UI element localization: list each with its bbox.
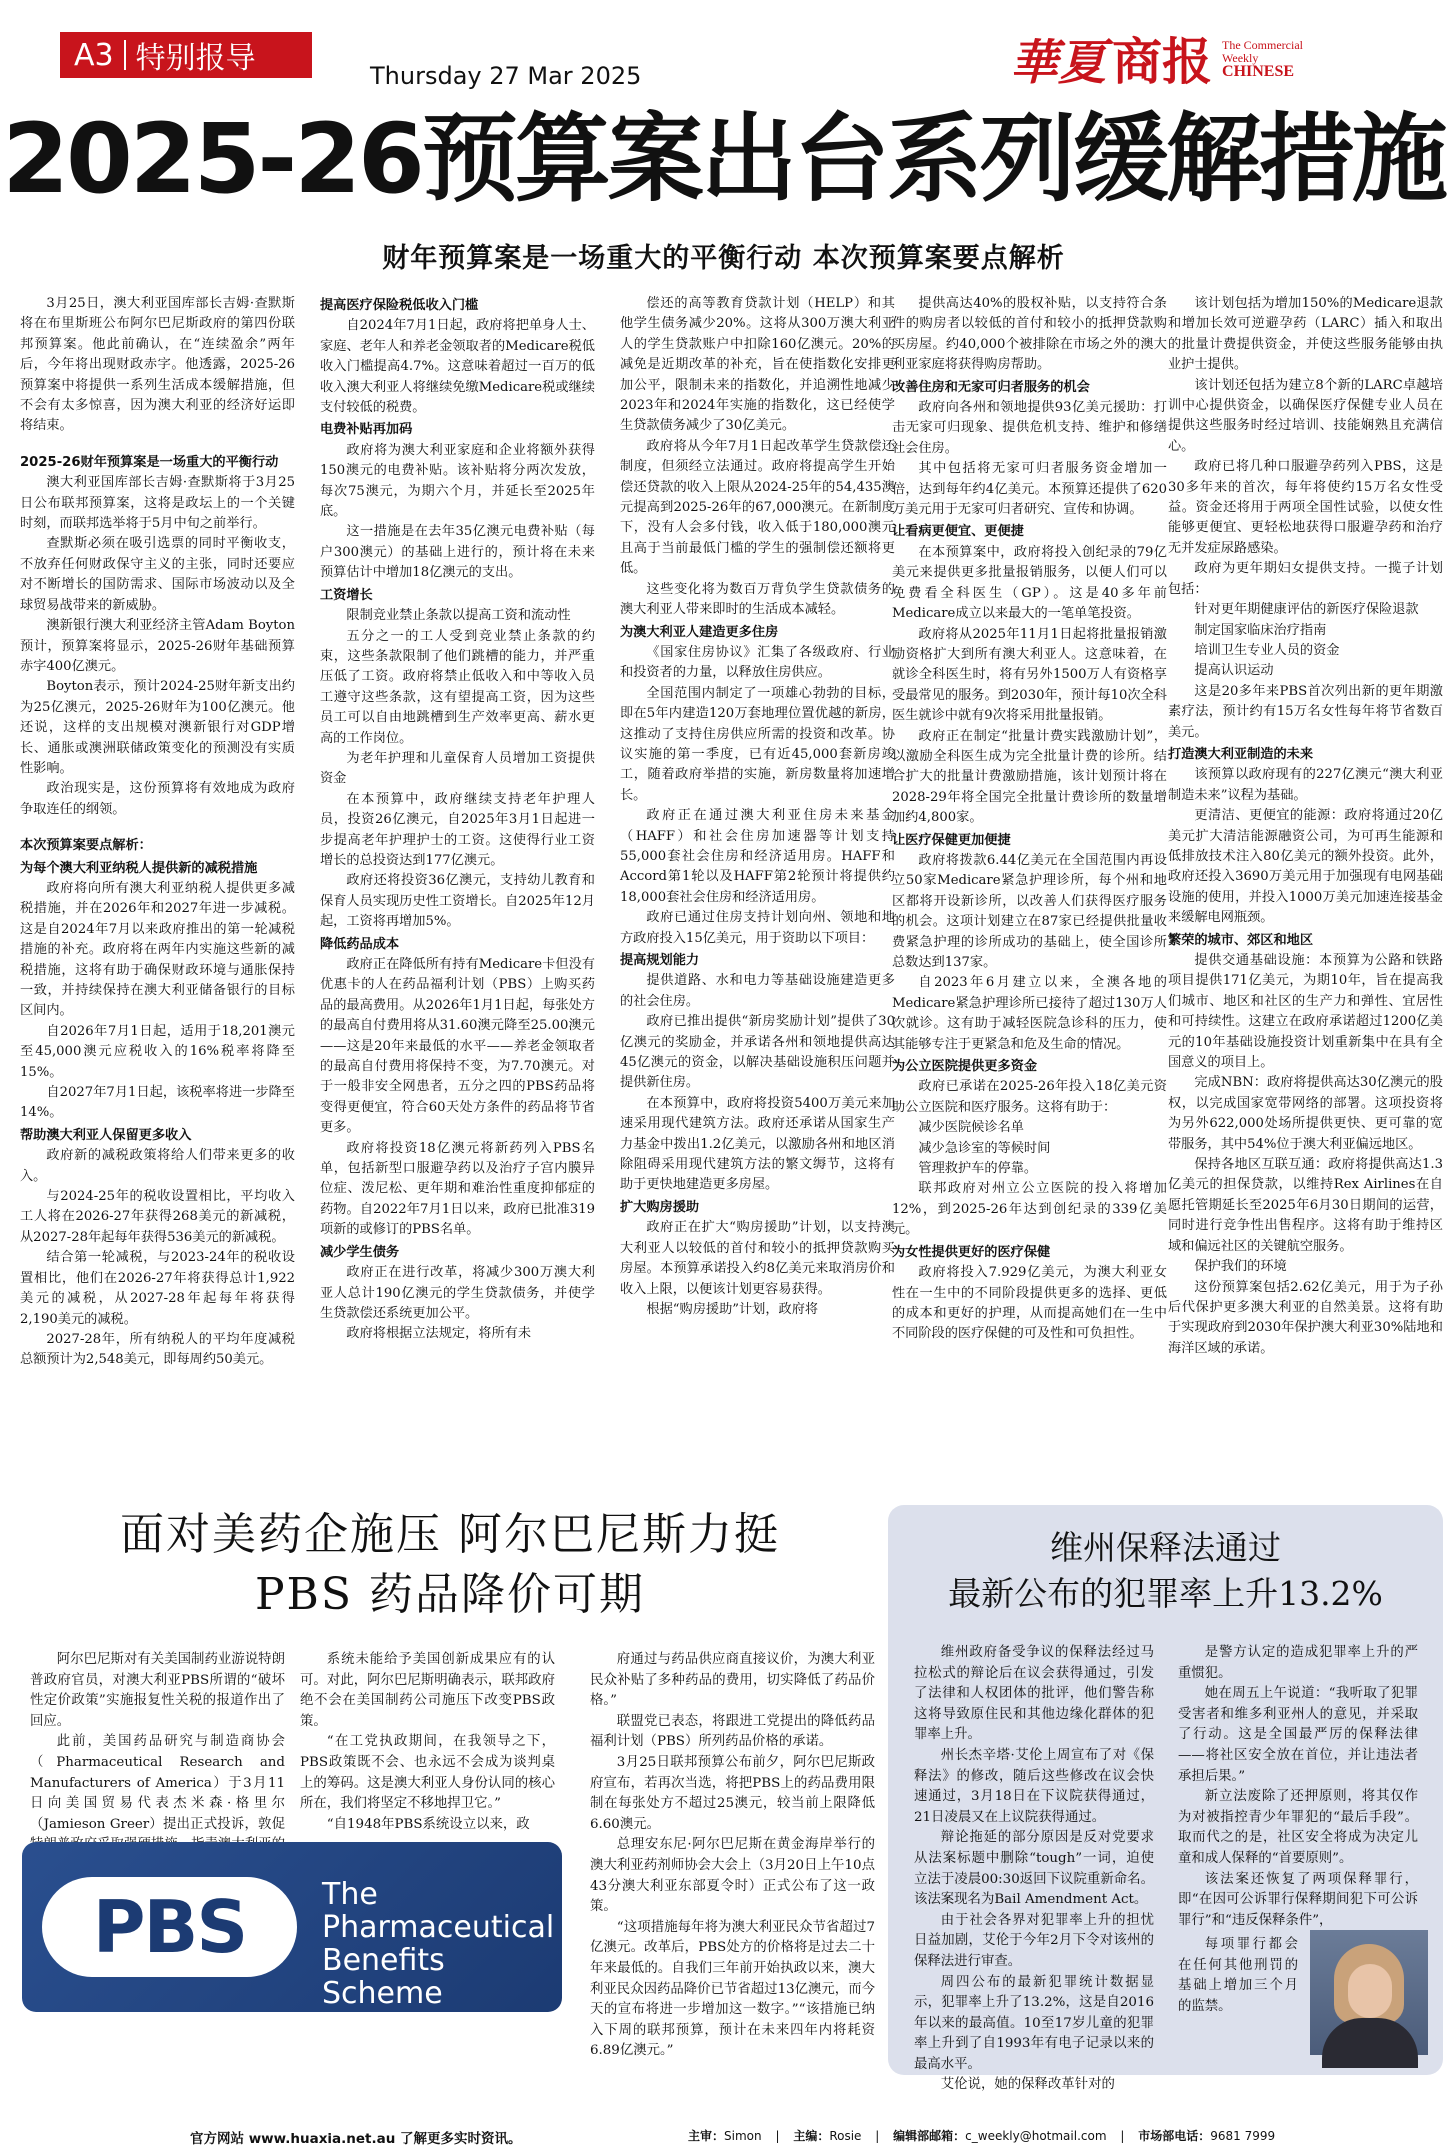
paragraph: 艾伦说，她的保释改革针对的 <box>940 2077 1115 2093</box>
section-page-number: A3 <box>74 37 114 73</box>
paragraph: Boyton表示，预计2024-25财年新支出约为25亿澳元，2025-26财年为100亿澳元。他还说，这样的支出规模对澳新银行对GDP增长、通胀或澳洲联储政策变化的预测没有实质性影响。 <box>20 679 295 776</box>
paragraph: 偿还的高等教育贷款计划（HELP）和其他学生债务减少20%。这将从300万澳大利亚人的学生贷款账户中扣除160亿澳元。20%的减免是近期改革的补充，旨在使指数化安排更加公平，限制未来的指数化，并追溯性地减少2023年和2024年实施的指数化，这已经使学生贷款债务减少了30亿美元。 <box>620 296 895 434</box>
paragraph: 政府正在制定“批量计费实践激励计划”，以激励全科医生成为完全批量计费的诊所。结合扩大的批量计费激励措施，该计划预计将在2028-29年将全国完全批量计费诊所的数量增加约4,800家。 <box>892 728 1167 826</box>
article-column-5 <box>1168 294 1443 1462</box>
section-divider <box>124 40 126 70</box>
paragraph: 该预算以政府现有的227亿澳元“澳大利亚制造未来”议程为基础。 <box>1168 767 1443 803</box>
paragraph: 保护我们的环境 <box>1194 1259 1287 1275</box>
paragraph: 联邦政府对州立公立医院的投入将增加12%，到2025-26年达到创纪录的339亿美元。 <box>892 1181 1167 1238</box>
paragraph: “自1948年PBS系统设立以来，政 <box>326 1816 530 1832</box>
paragraph: 政府将从2025年11月1日起将批量报销激励资格扩大到所有澳大利亚人。这意味着，在就诊全科医生时，将有另外1500万人有资格享受最常见的服务。到2030年，预计每10次全科医生就诊中就有9次将采用批量报销。 <box>892 626 1167 724</box>
paragraph: 在本预算中，政府将投资5400万美元来加速采用现代建筑方法。政府还承诺从国家生产力基金中拨出1.2亿美元，以激励各州和地区消除阻碍采用现代建筑方法的繁文缛节，这将有助于更快地建造更多房屋。 <box>620 1095 895 1193</box>
paragraph: 澳新银行澳大利亚经济主管Adam Boyton预计，预算案将显示，2025-26财年基础预算赤字400亿澳元。 <box>20 618 295 674</box>
paragraph: 该计划包括为增加150%的Medicare退款和增加长效可逆避孕药（LARC）插入和取出的批量计费提供资金，并使这些服务能够由执业护士提供。 <box>1168 296 1443 373</box>
pbs-logo-text: PBS <box>92 1885 247 1969</box>
paragraph: 3月25日，澳大利亚国库部长吉姆·查默斯将在布里斯班公布阿尔巴尼斯政府的第四份联邦预算案。他此前确认，在“连续盈余”两年后，今年将出现财政赤字。他透露，2025-26预算案中将提供一系列生活成本缓解措施，但不会有太多惊喜，因为澳大利亚的经济好运即将结束。 <box>20 296 295 434</box>
story3-headline-line2: 最新公布的犯罪率上升13.2% <box>948 1574 1383 1613</box>
story3-headline-line1: 维州保释法通过 <box>1050 1528 1281 1567</box>
paragraph: 政府将拨款6.44亿美元在全国范围内再设立50家Medicare紧急护理诊所，每个州和地区都将开设新诊所，以改善人们获得医疗服务的机会。这项计划建立在87家已经提供批量收费紧急护理的诊所成功的基础上，使全国诊所总数达到137家。 <box>892 852 1167 970</box>
paragraph: 政府将根据立法规定，将所有未 <box>346 1326 532 1342</box>
paragraph: 政治现实是，这份预算将有效地成为政府争取连任的纲领。 <box>20 781 295 817</box>
paragraph: 该计划还包括为建立8个新的LARC卓越培训中心提供资金，以确保医疗保健专业人员在提供这些服务时经过培训、技能娴熟且充满信心。 <box>1168 377 1443 454</box>
pbs-logo-image <box>22 1842 562 2012</box>
paragraph: 培训卫生专业人员的资金 <box>1194 642 1340 658</box>
paragraph: 总理安东尼·阿尔巴尼斯在黄金海岸举行的澳大利亚药剂师协会大会上（3月20日上午10点43分澳大利亚东部夏令时）正式公布了这一政策。 <box>590 1837 875 1915</box>
paragraph: 减少医院候诊名单 <box>918 1120 1024 1136</box>
paragraph: 政府正在降低所有持有Medicare卡但没有优惠卡的人在药品福利计划（PBS）上购买药品的最高费用。从2026年1月1日起，每张处方的最高自付费用将从31.60澳元降至25.00澳元——这是20年来最低的水平——养老金领取者的最高自付费用将保持不变，为7.70澳元。对于一般非安全网患者，五分之四的PBS药品将变得更便宜，符合60天处方条件的药品将节省更多。 <box>320 957 595 1136</box>
article-column-1 <box>20 294 295 1462</box>
paragraph: 五分之一的工人受到竞业禁止条款的约束，这些条款限制了他们跳槽的能力，并严重压低了工资。政府将禁止低收入和中等收入员工遵守这些条款，这有望提高工资，因为这些员工可以自由地跳槽到生产效率更高、薪水更高的工作岗位。 <box>320 628 595 746</box>
paragraph: 更清洁、更便宜的能源：政府将通过20亿美元扩大清洁能源融资公司，为可再生能源和低排放技术注入80亿美元的额外投资。此外，政府还投入3690万美元用于加强现有电网基础设施的使用，并投入1000万美元加速连接基金来缓解电网瓶颈。 <box>1168 808 1443 926</box>
paragraph: 由于社会各界对犯罪率上升的担忧日益加剧，艾伦于今年2月下令对该州的保释法进行审查。 <box>914 1912 1154 1969</box>
chief-label: 主审： <box>688 2129 725 2143</box>
paragraph: 周四公布的最新犯罪统计数据显示，犯罪率上升了13.2%，这是自2016年以来的最高值。10至17岁儿童的犯罪率上升到了自1993年有电子记录以来的最高水平。 <box>914 1974 1154 2072</box>
paragraph: 其中包括将无家可归者服务资金增加一倍，达到每年约4亿美元。本预算还提供了620万美元用于无家可归者研究、宣传和协调。 <box>892 461 1167 518</box>
paragraph: 政府向各州和领地提供93亿美元援助：打击无家可归现象、提供危机支持、维护和修缮社会住房。 <box>892 400 1167 456</box>
editor-value: Rosie <box>829 2129 862 2143</box>
paragraph: 全国范围内制定了一项雄心勃勃的目标，即在5年内建造120万套地理位置优越的新房，这推动了支持住房供应所需的投资和改革。协议实施的第一季度，已有近45,000套新房竣工，随着政府举措的实施，新房数量将加速增长。 <box>620 685 895 803</box>
article-column-3 <box>620 294 895 1462</box>
paragraph: 政府已将几种口服避孕药列入PBS，这是30多年来的首次，每年将使约15万名女性受益。资金还将用于两项全国性试验，以使女性能够更便宜、更轻松地获得口服避孕药和治疗无并发症尿路感染。 <box>1168 459 1443 556</box>
paragraph: 系统未能给予美国创新成果应有的认可。对此，阿尔巴尼斯明确表示，联邦政府绝不会在美国制药公司施压下改变PBS政策。 <box>300 1652 555 1729</box>
section-heading: 扩大购房援助 <box>620 1199 700 1215</box>
phone-label: 市场部电话： <box>1138 2129 1211 2143</box>
story3-column-3 <box>1178 1935 1298 2055</box>
paragraph: 政府已承诺在2025-26年投入18亿美元资助公立医院和医疗服务。这将有助于： <box>892 1079 1167 1115</box>
story2-headline <box>20 1505 880 1625</box>
paragraph: 在本预算中，政府继续支持老年护理人员，投资26亿澳元，自2025年3月1日起进一步提高老年护理护士的工资。这使得行业工资增长的总投资达到177亿澳元。 <box>320 791 595 868</box>
paragraph: 管理救护车的停靠。 <box>918 1161 1038 1177</box>
article-column-4 <box>892 294 1167 1462</box>
paragraph: 这些变化将为数百万背负学生贷款债务的澳大利亚人带来即时的生活成本减轻。 <box>620 581 895 618</box>
story3-column-2 <box>1178 1643 1418 1928</box>
section-tab <box>60 32 312 78</box>
section-heading: 让医疗保健更加便捷 <box>892 832 1011 848</box>
paragraph: 政府将投资18亿澳元将新药列入PBS名单，包括新型口服避孕药以及治疗子宫内膜异位症、泼尼松、更年期和难治性重度抑郁症的药物。自2022年7月1日以来，政府已批准319项新的或修订的PBS名单。 <box>320 1140 595 1238</box>
paragraph: 政府将投入7.929亿美元，为澳大利亚女性在一生中的不同阶段提供更多的选择、更低的成本和更好的护理，从而提高她们在一生中不同阶段的医疗保健的可及性和可负担性。 <box>892 1265 1167 1342</box>
paragraph: 政府新的减税政策将给人们带来更多的收入。 <box>20 1148 295 1184</box>
pbs-logo-caption <box>322 1878 562 2010</box>
paragraph: 限制竞业禁止条款以提高工资和流动性 <box>346 608 571 624</box>
section-heading: 2025-26财年预算案是一场重大的平衡行动 <box>20 454 279 470</box>
paragraph: 维州政府备受争议的保释法经过马拉松式的辩论后在议会获得通过，引发了法律和人权团体的批评，他们警告称这将导致原住民和其他边缘化群体的犯罪率上升。 <box>914 1645 1154 1743</box>
paragraph: 《国家住房协议》汇集了各级政府、行业和投资者的力量，以释放住房供应。 <box>620 644 895 681</box>
paragraph: 这一措施是在去年35亿澳元电费补贴（每户300澳元）的基础上进行的，预计将在未来预算估计中增加18亿澳元的支出。 <box>320 524 595 581</box>
paragraph: 保持各地区互联互通：政府将提供高达1.3亿美元的担保贷款，以维持Rex Airlines在自愿托管期延长至2025年6月30日期间的运营，同时进行竞争性出售程序。这将有助于维持区域和偏远社区的关键航空服务。 <box>1168 1157 1443 1254</box>
email-label: 编辑部邮箱： <box>893 2129 966 2143</box>
section-heading: 改善住房和无家可归者服务的机会 <box>892 379 1090 395</box>
paragraph: 新立法废除了还押原则，将其仅作为对被指控青少年罪犯的“最后手段”。取而代之的是，社区安全将成为决定儿童和成人保释的“首要原则”。 <box>1178 1789 1418 1866</box>
paragraph: 提供交通基础设施：本预算为公路和铁路项目提供171亿美元，为期10年，旨在提高我们城市、地区和社区的生产力和弹性、宜居性和可持续性。这建立在政府承诺超过1200亿美元的10年基础设施投资计划重新集中在具有全国意义的项目上。 <box>1168 953 1443 1071</box>
section-heading: 减少学生债务 <box>320 1244 400 1260</box>
paragraph: 政府已通过住房支持计划向州、领地和地方政府投入15亿美元，用于资助以下项目： <box>620 910 895 946</box>
paragraph: 自2023年6月建立以来，全澳各地的Medicare紧急护理诊所已接待了超过130万人次就诊。这有助于减轻医院急诊科的压力，使其能够专注于更紧急和危及生命的情况。 <box>892 975 1167 1052</box>
paragraph: 在本预算案中，政府将投入创纪录的79亿美元来提供更多批量报销服务，以便人们可以免费看全科医生（GP）。这是40多年前Medicare成立以来最大的一笔单笔投资。 <box>892 544 1167 622</box>
paragraph: 结合第一轮减税，与2023-24年的税收设置相比，他们在2026-27年将获得总计1,922美元的减税，从2027-28年起每年将获得2,190美元的减税。 <box>20 1250 295 1327</box>
story2-headline-line1: 面对美药企施压 阿尔巴尼斯力挺 <box>120 1509 780 1560</box>
story3-headline <box>888 1525 1443 1617</box>
paragraph: 府通过与药品供应商直接议价，为澳大利亚民众补贴了多种药品的费用，切实降低了药品价格。” <box>590 1652 875 1709</box>
phone-value: 9681 7999 <box>1210 2129 1276 2143</box>
paragraph: 政府将从今年7月1日起改革学生贷款偿还制度，但须经立法通过。政府将提高学生开始偿还贷款的收入上限从2024-25年的54,435澳元提高到2025-26年的67,000澳元。在新制度下，没有人会多付钱，收入低于180,000澳元且高于当前最低门槛的学生的强制偿还额将更低。 <box>620 438 895 577</box>
section-heading: 让看病更便宜、更便捷 <box>892 524 1024 540</box>
pbs-logo-badge <box>42 1877 297 1977</box>
paragraph: 联盟党已表态，将跟进工党提出的降低药品福利计划（PBS）所列药品价格的承诺。 <box>590 1713 875 1750</box>
section-name: 特别报导 <box>135 41 256 76</box>
paragraph: 政府将向所有澳大利亚纳税人提供更多减税措施，并在2026年和2027年进一步减税。这是自2024年7月以来政府推出的第一轮减税措施的补充。政府将在两年内实施这些新的减税措施，这将有助于确保财政环境与通胀保持一致，并持续保持在澳大利亚储备银行的目标区间内。 <box>20 880 295 1019</box>
paragraph: 完成NBN：政府将提供高达30亿澳元的股权，以完成国家宽带网络的部署。这项投资将为另外622,000处场所提供更快、更可靠的宽带服务，其中54%位于澳大利亚偏远地区。 <box>1168 1075 1443 1152</box>
paragraph: 阿尔巴尼斯对有关美国制药业游说特朗普政府官员，对澳大利亚PBS所谓的“破坏性定价政策”实施报复性关税的报道作出了回应。 <box>30 1652 285 1729</box>
story3-box <box>888 1505 1443 2093</box>
paragraph: 澳大利亚国库部长吉姆·查默斯将于3月25日公布联邦预算案，这将是政坛上的一个关键时刻，而联邦选举将于5月中旬之前举行。 <box>20 475 295 532</box>
section-heading: 为澳大利亚人建造更多住房 <box>620 624 779 640</box>
story2-column-3 <box>590 1650 875 2070</box>
paragraph: 这份预算案包括2.62亿美元，用于为子孙后代保护更多澳大利亚的自然美景。这将有助于实现政府到2030年保护澳大利亚30%陆地和海洋区域的承诺。 <box>1168 1279 1443 1356</box>
section-heading: 帮助澳大利亚人保留更多收入 <box>20 1127 192 1143</box>
section-heading: 为每个澳大利亚纳税人提供新的减税措施 <box>20 860 258 876</box>
paragraph: 这是20多年来PBS首次列出新的更年期激素疗法，预计约有15万名女性每年将节省数百美元。 <box>1168 683 1443 740</box>
pbs-line-2: Pharmaceutical <box>322 1910 555 1945</box>
masthead-en-1: The Commercial <box>1222 37 1303 52</box>
page-footer <box>0 2125 1447 2147</box>
paragraph: 根据“购房援助”计划，政府将 <box>646 1301 819 1317</box>
paragraph: 她在周五上午说道：“我听取了犯罪受害者和维多利亚州人的意见，并采取了行动。这是全国最严厉的保释法律——将社区安全放在首位，并让违法者承担后果。” <box>1178 1686 1418 1784</box>
paragraph: 自2026年7月1日起，适用于18,201澳元至45,000澳元应税收入的16%税率将降至15%。 <box>20 1023 295 1080</box>
section-heading: 为公立医院提供更多资金 <box>892 1059 1038 1075</box>
main-headline: 2025-26预算案出台系列缓解措施 <box>2 103 1445 215</box>
paragraph: 政府还将投资36亿澳元，支持幼儿教育和保育人员实现历史性工资增长。自2025年12月起，工资将再增加5%。 <box>320 873 595 930</box>
chief-value: Simon <box>724 2129 762 2143</box>
story2-column-2 <box>300 1650 555 1832</box>
paragraph: 政府正在通过澳大利亚住房未来基金（HAFF）和社会住房加速器等计划支持55,000套社会住房和经济适用房。HAFF和Accord第1轮以及HAFF第2轮预计将提供约18,000套社会住房和经济适用房。 <box>620 808 895 905</box>
paragraph: 每项罪行都会在任何其他刑罚的基础上增加三个月的监禁。 <box>1178 1937 1298 2014</box>
masthead-cn-b: 商报 <box>1112 33 1213 91</box>
paragraph: 政府将为澳大利亚家庭和企业将额外获得150澳元的电费补贴。该补贴将分两次发放，每次75澳元，为期六个月，并延长至2025年底。 <box>320 442 595 520</box>
paragraph: 自2027年7月1日起，该税率将进一步降至14%。 <box>20 1085 295 1121</box>
story2-headline-line2: PBS 药品降价可期 <box>254 1569 646 1620</box>
paragraph: 针对更年期健康评估的新医疗保险退款 <box>1194 602 1419 618</box>
paragraph: 制定国家临床治疗指南 <box>1194 622 1327 638</box>
section-heading: 降低药品成本 <box>320 936 400 952</box>
paragraph: 自2024年7月1日起，政府将把单身人士、家庭、老年人和养老金领取者的Medicare税低收入门槛提高4.7%。这意味着超过一百万的低收入澳大利亚人将继续免缴Medicare税或继续支付较低的税费。 <box>320 318 595 416</box>
section-heading: 工资增长 <box>320 587 373 603</box>
paragraph: 2027-28年，所有纳税人的平均年度减税总额预计为2,548美元，即每周约50美元。 <box>20 1331 295 1368</box>
paragraph: 查默斯必须在吸引选票的同时平衡收支，不放弃任何财政保守主义的主张，同时还要应对不断增长的国防需求、国际市场波动以及全球贸易战带来的新威胁。 <box>20 536 295 613</box>
section-heading: 提高医疗保险税低收入门槛 <box>320 298 479 313</box>
email-value: c_weekly@hotmail.com <box>965 2129 1107 2143</box>
paragraph: 为老年护理和儿童保育人员增加工资提供资金 <box>320 750 595 787</box>
masthead-en <box>1222 39 1303 78</box>
paragraph: 州长杰辛塔·艾伦上周宣布了对《保释法》的修改，随后这些修改在议会快速通过，3月18日在下议院获得通过，21日凌晨又在上议院获得通过。 <box>914 1747 1154 1825</box>
paragraph: 提供高达40%的股权补贴，以支持符合条件的购房者以较低的首付和较小的抵押贷款购买房屋。约40,000个被排除在市场之外的澳大利亚家庭将获得购房帮助。 <box>892 296 1167 373</box>
pbs-line-1: The <box>322 1877 378 1912</box>
paragraph: 辩论拖延的部分原因是反对党要求从法案标题中删除“tough”一词，迫使立法于凌晨00:30返回下议院重新命名。该法案现名为Bail Amendment Act。 <box>914 1830 1154 1908</box>
paragraph: 3月25日联邦预算公布前夕，阿尔巴尼斯政府宣布，若再次当选，将把PBS上的药品费用限制在每张处方不超过25澳元，较当前上限降低6.60澳元。 <box>590 1754 875 1832</box>
footer-credits: 主审：Simon | 主编：Rosie | 编辑部邮箱：c_weekly@hotmail.com | 市场部电话：9681 7999 <box>688 2129 1276 2143</box>
paragraph: “这项措施每年将为澳大利亚民众节省超过7亿澳元。改革后，PBS处方的价格将是过去二十年来最低的。自我们三年前开始执政以来，澳大利亚民众因药品降价已节省超过13亿澳元，而今天的宣布将进一步增加这一数字。”“该措施已纳入下周的联邦预算，预计在未来四年内将耗资6.89亿澳元。” <box>590 1919 875 2059</box>
paragraph: 政府为更年期妇女提供支持。一揽子计划包括： <box>1168 561 1443 597</box>
section-heading: 提高规划能力 <box>620 953 700 968</box>
section-heading: 繁荣的城市、郊区和地区 <box>1168 932 1314 948</box>
editor-label: 主编： <box>793 2129 830 2143</box>
page-header <box>0 0 1447 91</box>
paragraph: 该法案还恢复了两项保释罪行，即“在因可公诉罪行保释期间犯下可公诉罪行”和“违反保释条件”， <box>1178 1871 1418 1928</box>
paragraph: 与2024-25年的税收设置相比，平均收入工人将在2026-27年获得268美元的新减税，从2027-28年起每年获得536美元的新减税。 <box>20 1189 295 1245</box>
masthead-cn-a: 華夏 <box>1010 34 1107 91</box>
main-subheadline: 财年预算案是一场重大的平衡行动 本次预算案要点解析 <box>382 243 1065 274</box>
story3-column-1 <box>914 1643 1154 2093</box>
paragraph: 政府已推出提供“新房奖励计划”提供了30亿澳元的奖励金，并承诺各州和领地提供高达45亿澳元的资金，以解决基础设施积压问题并提供新住房。 <box>620 1014 895 1091</box>
paragraph: 提高认识运动 <box>1194 663 1274 679</box>
footer-website: 官方网站 www.huaxia.net.au 了解更多实时资讯。 <box>190 2131 522 2147</box>
paragraph: 是警方认定的造成犯罪率上升的严重惯犯。 <box>1178 1645 1418 1681</box>
section-heading: 本次预算案要点解析： <box>20 838 152 854</box>
paragraph: “在工党执政期间，在我领导之下，PBS政策既不会、也永远不会成为谈判桌上的筹码。这是澳大利亚人身份认同的核心所在，我们将坚定不移地捍卫它。” <box>300 1734 555 1812</box>
paragraph: 减少急诊室的等候时间 <box>918 1140 1051 1156</box>
paragraph: 政府正在扩大“购房援助”计划，以支持澳大利亚人以较低的首付和较小的抵押贷款购买房屋。本预算承诺投入约8亿美元来取消房价和收入上限，以便该计划更容易获得。 <box>620 1220 895 1297</box>
pbs-line-3: Benefits Scheme <box>322 1943 445 2011</box>
paragraph: 此前，美国药品研究与制造商协会（Pharmaceutical Research and Manufacturers of America）于3月11日向美国贸易代表杰米森·格里尔（Jamieson Greer）提出正式投诉，敦促 <box>30 1734 285 1832</box>
masthead-logo <box>1010 28 1303 91</box>
section-heading: 为女性提供更好的医疗保健 <box>892 1244 1051 1260</box>
paragraph: 提供道路、水和电力等基础设施建造更多的社会住房。 <box>620 973 895 1009</box>
article-column-2 <box>320 294 595 1462</box>
section-heading: 打造澳大利亚制造的未来 <box>1168 746 1314 762</box>
masthead-en-2: Weekly <box>1222 50 1259 65</box>
paragraph: 政府正在进行改革，将减少300万澳大利亚人总计190亿澳元的学生贷款债务，并使学生贷款偿还系统更加公平。 <box>320 1265 595 1321</box>
section-heading: 电费补贴再加码 <box>320 422 413 438</box>
premier-photo <box>1310 1930 1428 2055</box>
masthead-en-3: CHINESE <box>1222 62 1295 80</box>
issue-date: Thursday 27 Mar 2025 <box>370 62 642 90</box>
